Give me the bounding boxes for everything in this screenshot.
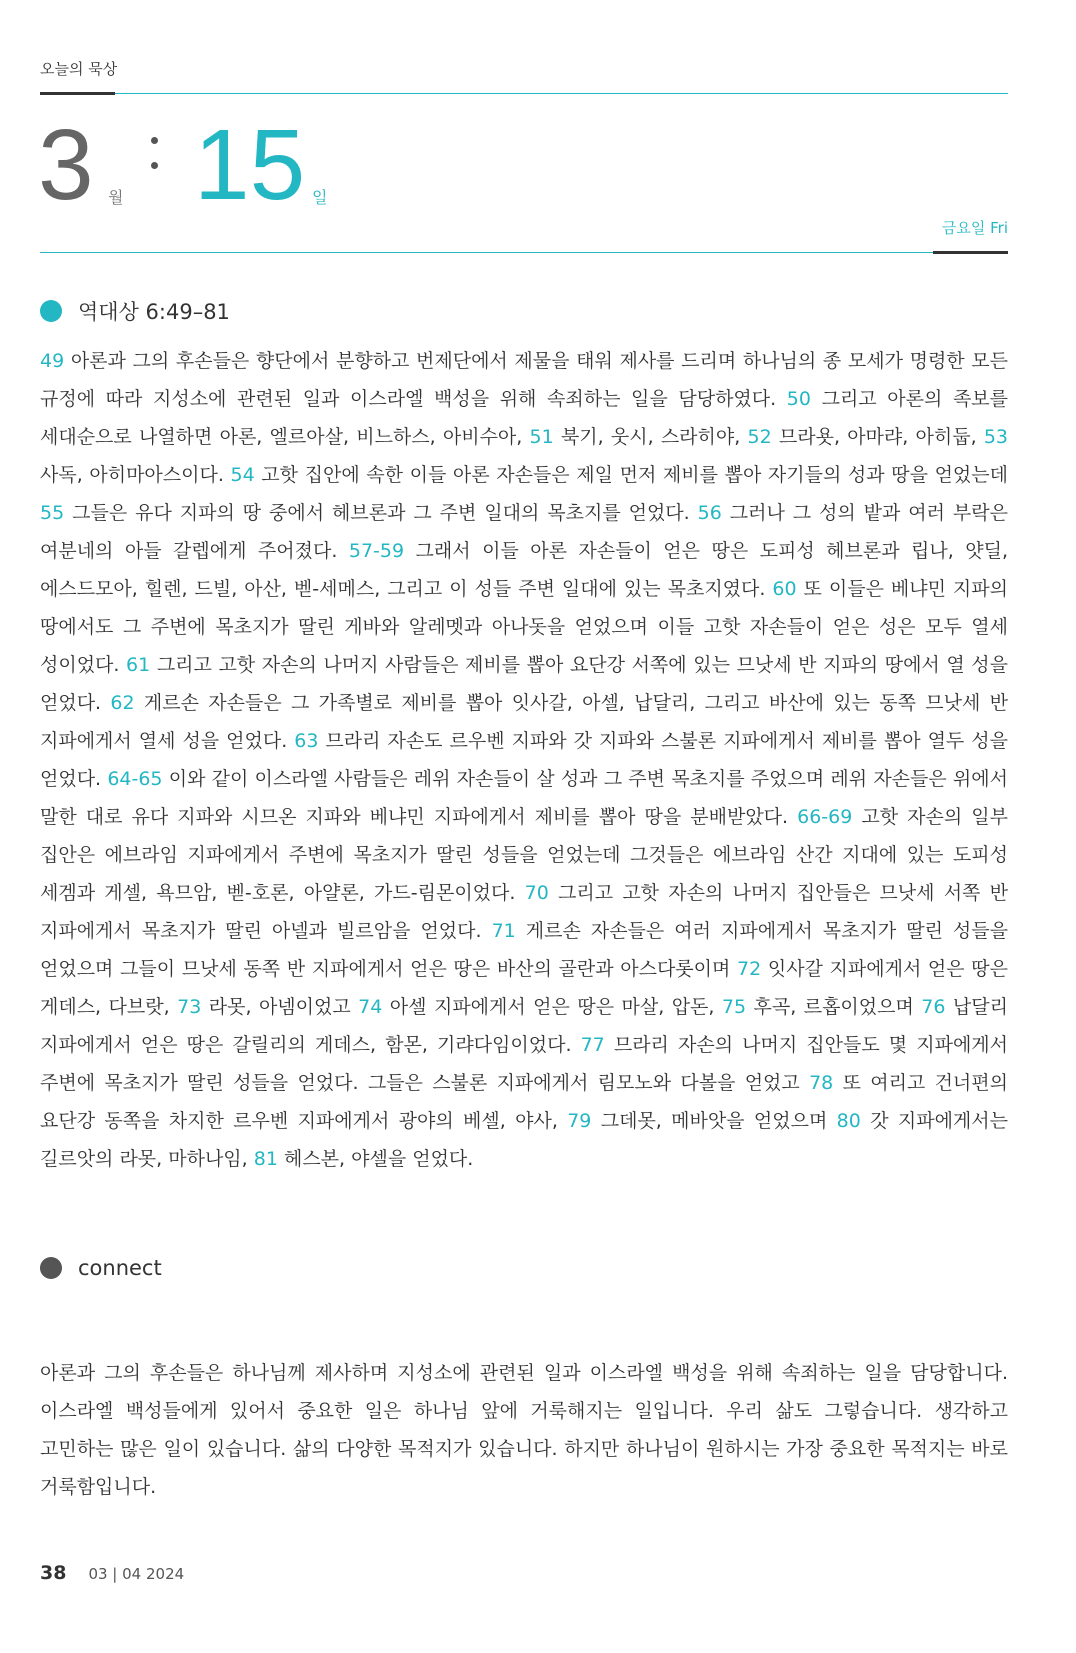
verse-number: 81 bbox=[253, 1148, 278, 1170]
verse-text: 또 여리고 건너편의 요단강 동쪽을 차지한 르우벤 지파에게서 광야의 베셀, 야사, bbox=[40, 1072, 1008, 1132]
issue-date: 03 | 04 2024 bbox=[88, 1565, 185, 1583]
verse-text: 헤스본, 야셀을 얻었다. bbox=[277, 1148, 474, 1170]
verse-number: 60 bbox=[772, 578, 797, 600]
verse-text: 그러나 그 성의 밭과 여러 부락은 여분네의 아들 갈렙에게 주어졌다. bbox=[40, 502, 1008, 562]
footer bbox=[40, 1562, 184, 1584]
verse-text: 또 이들은 베냐민 지파의 땅에서도 그 주변에 목초지가 딸린 게바와 알레멧과 아나돗을 얻었으며 이들 고핫 자손들이 얻은 성은 모두 열세 성이었다. bbox=[40, 578, 1008, 676]
page-number: 38 bbox=[40, 1562, 67, 1584]
verse-text: 고핫 자손의 일부 집안은 에브라임 지파에게서 주변에 목초지가 딸린 성들을 얻었는데 그것들은 에브라임 산간 지대에 있는 도피성 세겜과 게셀, 욕므암, 벧-호론, 아얄론, 가드-림몬이었다. bbox=[40, 806, 1008, 904]
connect-paragraph: 아론과 그의 후손들은 하나님께 제사하며 지성소에 관련된 일과 이스라엘 백성을 위해 속죄하는 일을 담당합니다. 이스라엘 백성들에게 있어서 중요한 일은 하나님 앞에 거룩해지는 일입니다. 우리 삶도 그렇습니다. 생각하고 고민하는 많은 일이 있습니다. 삶의 다양한 목적지가 있습니다. 하지만 하나님이 원하시는 가장 중요한 목적지는 바로 거룩함입니다. bbox=[40, 1362, 1008, 1498]
verse-text: 므라욧, 아마랴, 아히둡, bbox=[771, 426, 984, 448]
month-unit: 월 bbox=[108, 188, 124, 207]
header-bar bbox=[40, 92, 115, 95]
verse-text: 게르손 자손들은 여러 지파에게서 목초지가 딸린 성들을 얻었으며 그들이 므낫세 동쪽 반 지파에게서 얻은 땅은 바산의 골란과 아스다롯이며 bbox=[40, 920, 1008, 980]
verse-number: 78 bbox=[809, 1072, 834, 1094]
verse-number: 76 bbox=[921, 996, 946, 1018]
verse-number: 70 bbox=[524, 882, 549, 904]
header-rule bbox=[115, 93, 1008, 94]
verse-number: 56 bbox=[697, 502, 722, 524]
verse-text: 이와 같이 이스라엘 사람들은 레위 자손들이 살 성과 그 주변 목초지를 주었으며 레위 자손들은 위에서 말한 대로 유다 지파와 시므온 지파와 베냐민 지파에게서 제비를 뽑아 땅을 분배받았다. bbox=[40, 768, 1008, 828]
verse-number: 50 bbox=[786, 388, 811, 410]
connect-title: connect bbox=[78, 1256, 162, 1280]
connect-text bbox=[40, 1354, 1008, 1506]
verse-number: 71 bbox=[491, 920, 516, 942]
verse-text: 그리고 아론의 족보를 세대순으로 나열하면 아론, 엘르아살, 비느하스, 아비수아, bbox=[40, 388, 1009, 448]
verse-text: 고핫 집안에 속한 이들 아론 자손들은 제일 먼저 제비를 뽑아 자기들의 성과 땅을 얻었는데 bbox=[254, 464, 1008, 486]
verse-number: 49 bbox=[40, 350, 65, 372]
verse-number: 73 bbox=[177, 996, 202, 1018]
verse-number: 57-59 bbox=[348, 540, 405, 562]
verse-text: 그리고 고핫 자손의 나머지 집안들은 므낫세 서쪽 반 지파에게서 목초지가 딸린 아넬과 빌르암을 얻었다. bbox=[40, 882, 1008, 942]
verse-number: 54 bbox=[230, 464, 255, 486]
verse-text: 후곡, 르홉이었으며 bbox=[746, 996, 922, 1018]
verse-number: 51 bbox=[529, 426, 554, 448]
date-colon bbox=[151, 137, 159, 187]
verse-number: 62 bbox=[110, 692, 135, 714]
verse-text: 그들은 유다 지파의 땅 중에서 헤브론과 그 주변 일대의 목초지를 얻었다. bbox=[64, 502, 698, 524]
verse-number: 80 bbox=[836, 1110, 861, 1132]
verse-text: 납달리 지파에게서 얻은 땅은 갈릴리의 게데스, 함몬, 기랴다임이었다. bbox=[40, 996, 1008, 1056]
verse-text: 북기, 웃시, 스라히야, bbox=[553, 426, 748, 448]
header-label: 오늘의 묵상 bbox=[40, 60, 118, 78]
day-unit: 일 bbox=[312, 188, 328, 207]
verse-number: 66-69 bbox=[797, 806, 853, 828]
date-rule bbox=[40, 252, 933, 253]
verse-text: 갓 지파에게서는 길르앗의 라못, 마하나임, bbox=[40, 1110, 1008, 1170]
verse-text: 그리고 고핫 자손의 나머지 사람들은 제비를 뽑아 요단강 서쪽에 있는 므낫세 반 지파의 땅에서 열 성을 얻었다. bbox=[40, 654, 1009, 714]
verse-number: 55 bbox=[40, 502, 65, 524]
verse-text: 므라리 자손도 르우벤 지파와 갓 지파와 스불론 지파에게서 제비를 뽑아 열두 성을 얻었다. bbox=[40, 730, 1008, 790]
scripture-title: 역대상 6:49–81 bbox=[78, 300, 230, 324]
verse-number: 61 bbox=[126, 654, 151, 676]
verse-text: 아셀 지파에게서 얻은 땅은 마살, 압돈, bbox=[382, 996, 722, 1018]
weekday: 금요일 Fri bbox=[941, 219, 1008, 237]
verse-number: 53 bbox=[983, 426, 1008, 448]
scripture-heading bbox=[40, 296, 230, 326]
verse-number: 74 bbox=[358, 996, 383, 1018]
month-number: 3 bbox=[38, 109, 94, 221]
scripture-text bbox=[40, 342, 1008, 1178]
verse-text: 게르손 자손들은 그 가족별로 제비를 뽑아 잇사갈, 아셀, 납달리, 그리고 바산에 있는 동쪽 므낫세 반 지파에게서 열세 성을 얻었다. bbox=[40, 692, 1008, 752]
connect-heading bbox=[40, 1256, 162, 1280]
verse-text: 라못, 아넴이었고 bbox=[201, 996, 359, 1018]
weekday-bar bbox=[933, 251, 1008, 254]
verse-text: 그래서 이들 아론 자손들이 얻은 땅은 도피성 헤브론과 립나, 얏딜, 에스드모아, 힐렌, 드빌, 아산, 벧-세메스, 그리고 이 성들 주변 일대에 있는 목초지였다. bbox=[40, 540, 1008, 600]
verse-number: 64-65 bbox=[107, 768, 163, 790]
verse-text: 그데못, 메바앗을 얻었으며 bbox=[591, 1110, 837, 1132]
verse-number: 75 bbox=[721, 996, 747, 1018]
verse-number: 77 bbox=[580, 1034, 605, 1056]
verse-text: 잇사갈 지파에게서 얻은 땅은 게데스, 다브랏, bbox=[40, 958, 1008, 1018]
verse-number: 52 bbox=[747, 426, 772, 448]
gray-dot-icon bbox=[40, 1257, 62, 1279]
verse-number: 72 bbox=[737, 958, 762, 980]
verse-number: 63 bbox=[294, 730, 319, 752]
day-number: 15 bbox=[194, 109, 306, 221]
verse-number: 79 bbox=[567, 1110, 592, 1132]
verse-text: 므라리 자손의 나머지 집안들도 몇 지파에게서 주변에 목초지가 딸린 성들을 얻었다. 그들은 스불론 지파에게서 림모노와 다볼을 얻었고 bbox=[40, 1034, 1009, 1094]
scripture-paragraph bbox=[40, 342, 1008, 1178]
teal-dot-icon bbox=[40, 300, 62, 322]
verse-text: 아론과 그의 후손들은 향단에서 분향하고 번제단에서 제물을 태워 제사를 드리며 하나님의 종 모세가 명령한 모든 규정에 따라 지성소에 관련된 일과 이스라엘 백성을 위해 속죄하는 일을 담당하였다. bbox=[40, 350, 1008, 410]
verse-text: 사독, 아히마아스이다. bbox=[40, 464, 231, 486]
